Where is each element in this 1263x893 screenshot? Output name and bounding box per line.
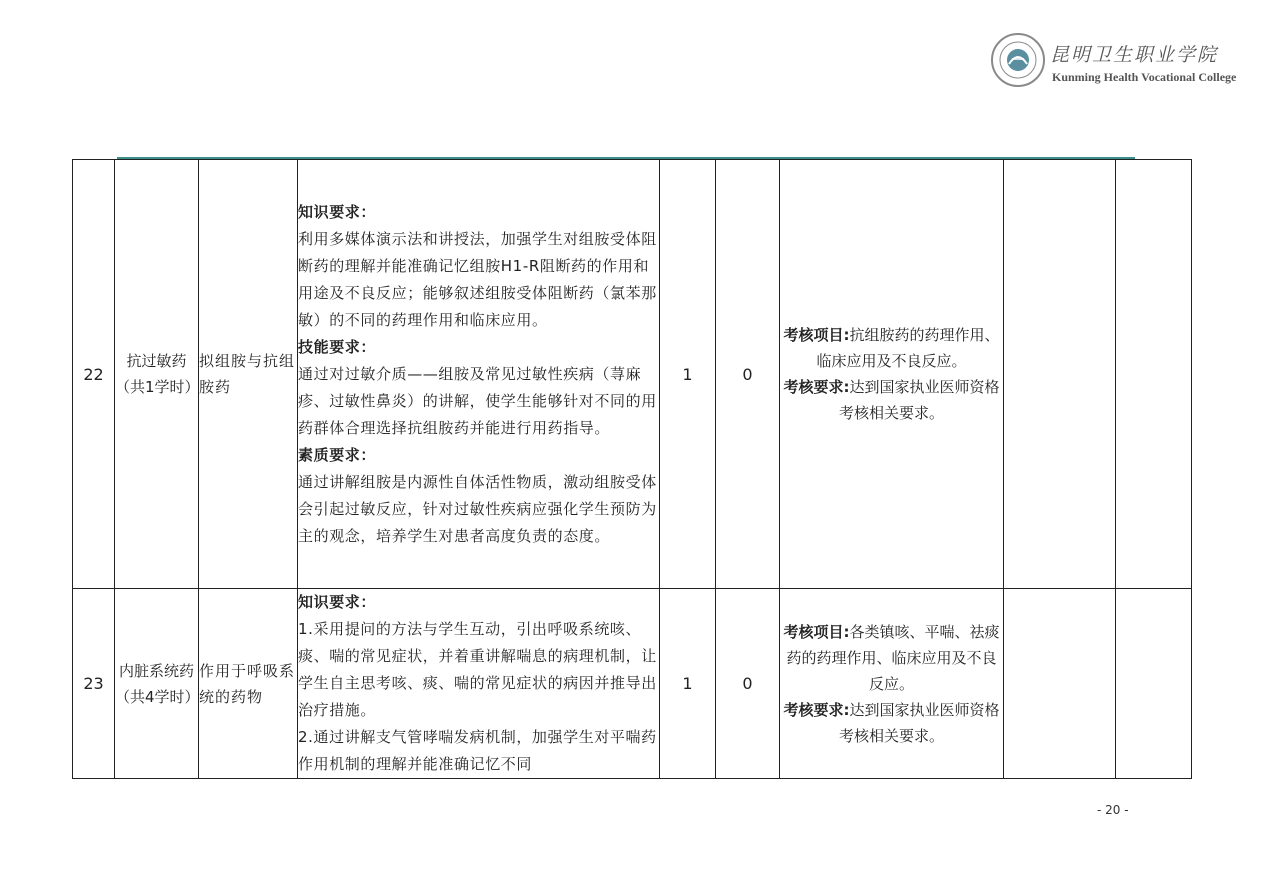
table-row — [73, 589, 1192, 779]
empty-cell — [1004, 589, 1116, 779]
quality-text: 通过讲解组胺是内源性自体活性物质，激动组胺受体会引起过敏反应，针对过敏性疾病应强化学生预防为主的观念，培养学生对患者高度负责的态度。 — [298, 472, 657, 545]
practice-hours: 0 — [716, 160, 780, 589]
row-number: 23 — [73, 589, 115, 779]
section-cell: 作用于呼吸系统的药物 — [199, 589, 298, 779]
knowledge-text: 利用多媒体演示法和讲授法，加强学生对组胺受体阻断药的理解并能准确记忆组胺H1-R阻断药的作用和用途及不良反应；能够叙述组胺受体阻断药（氯苯那敏）的不同的药理作用和临床应用。 — [298, 229, 657, 329]
course-plan-table — [72, 159, 1192, 779]
assessment-req-label: 考核要求: — [783, 700, 850, 719]
college-name-cn: 昆明卫生职业学院 — [1050, 44, 1219, 66]
college-name-en: Kunming Health Vocational College — [1052, 70, 1237, 84]
assessment-item-text: 抗组胺药的药理作用、临床应用及不良反应。 — [816, 326, 1000, 370]
theory-hours: 1 — [660, 160, 716, 589]
empty-cell — [1004, 160, 1116, 589]
empty-cell — [1116, 589, 1192, 779]
assessment-item-text: 各类镇咳、平喘、祛痰药的药理作用、临床应用及不良反应。 — [786, 622, 1000, 693]
knowledge-heading: 知识要求： — [298, 593, 377, 611]
assessment-item — [780, 619, 1003, 697]
assessment-requirement — [780, 697, 1003, 749]
chapter-cell: 抗过敏药（共1学时） — [115, 160, 199, 589]
assessment-req-label: 考核要求: — [783, 378, 850, 396]
college-logo — [990, 32, 1240, 90]
practice-hours: 0 — [716, 589, 780, 779]
knowledge-text: 2.通过讲解支气管哮喘发病机制，加强学生对平喘药作用机制的理解并能准确记忆不同 — [298, 728, 657, 773]
knowledge-heading: 知识要求： — [298, 202, 377, 221]
assessment-cell — [780, 589, 1004, 779]
row-number: 22 — [73, 160, 115, 589]
table-row — [73, 160, 1192, 589]
section-cell: 拟组胺与抗组胺药 — [199, 160, 298, 589]
assessment-requirement — [780, 374, 1003, 426]
quality-heading: 素质要求： — [298, 445, 377, 464]
assessment-req-text: 达到国家执业医师资格考核相关要求。 — [838, 700, 1000, 745]
college-seal-icon — [990, 32, 1046, 88]
assessment-item-label: 考核项目: — [783, 622, 850, 641]
assessment-item-label: 考核项目: — [783, 326, 850, 344]
requirements-cell — [298, 160, 660, 589]
knowledge-text: 1.采用提问的方法与学生互动，引出呼吸系统咳、痰、喘的常见症状，并着重讲解喘息的病理机制，让学生自主思考咳、痰、喘的常见症状的病因并推导出治疗措施。 — [298, 620, 657, 719]
theory-hours: 1 — [660, 589, 716, 779]
skill-heading: 技能要求： — [298, 337, 377, 356]
requirements-cell — [298, 589, 660, 779]
assessment-req-text: 达到国家执业医师资格考核相关要求。 — [838, 378, 1000, 422]
assessment-item — [780, 322, 1003, 374]
page-number: - 20 - — [1097, 803, 1129, 817]
empty-cell — [1116, 160, 1192, 589]
chapter-cell: 内脏系统药（共4学时） — [115, 589, 199, 779]
assessment-cell — [780, 160, 1004, 589]
skill-text: 通过对过敏介质——组胺及常见过敏性疾病（荨麻疹、过敏性鼻炎）的讲解，使学生能够针对不同的用药群体合理选择抗组胺药并能进行用药指导。 — [298, 364, 657, 437]
